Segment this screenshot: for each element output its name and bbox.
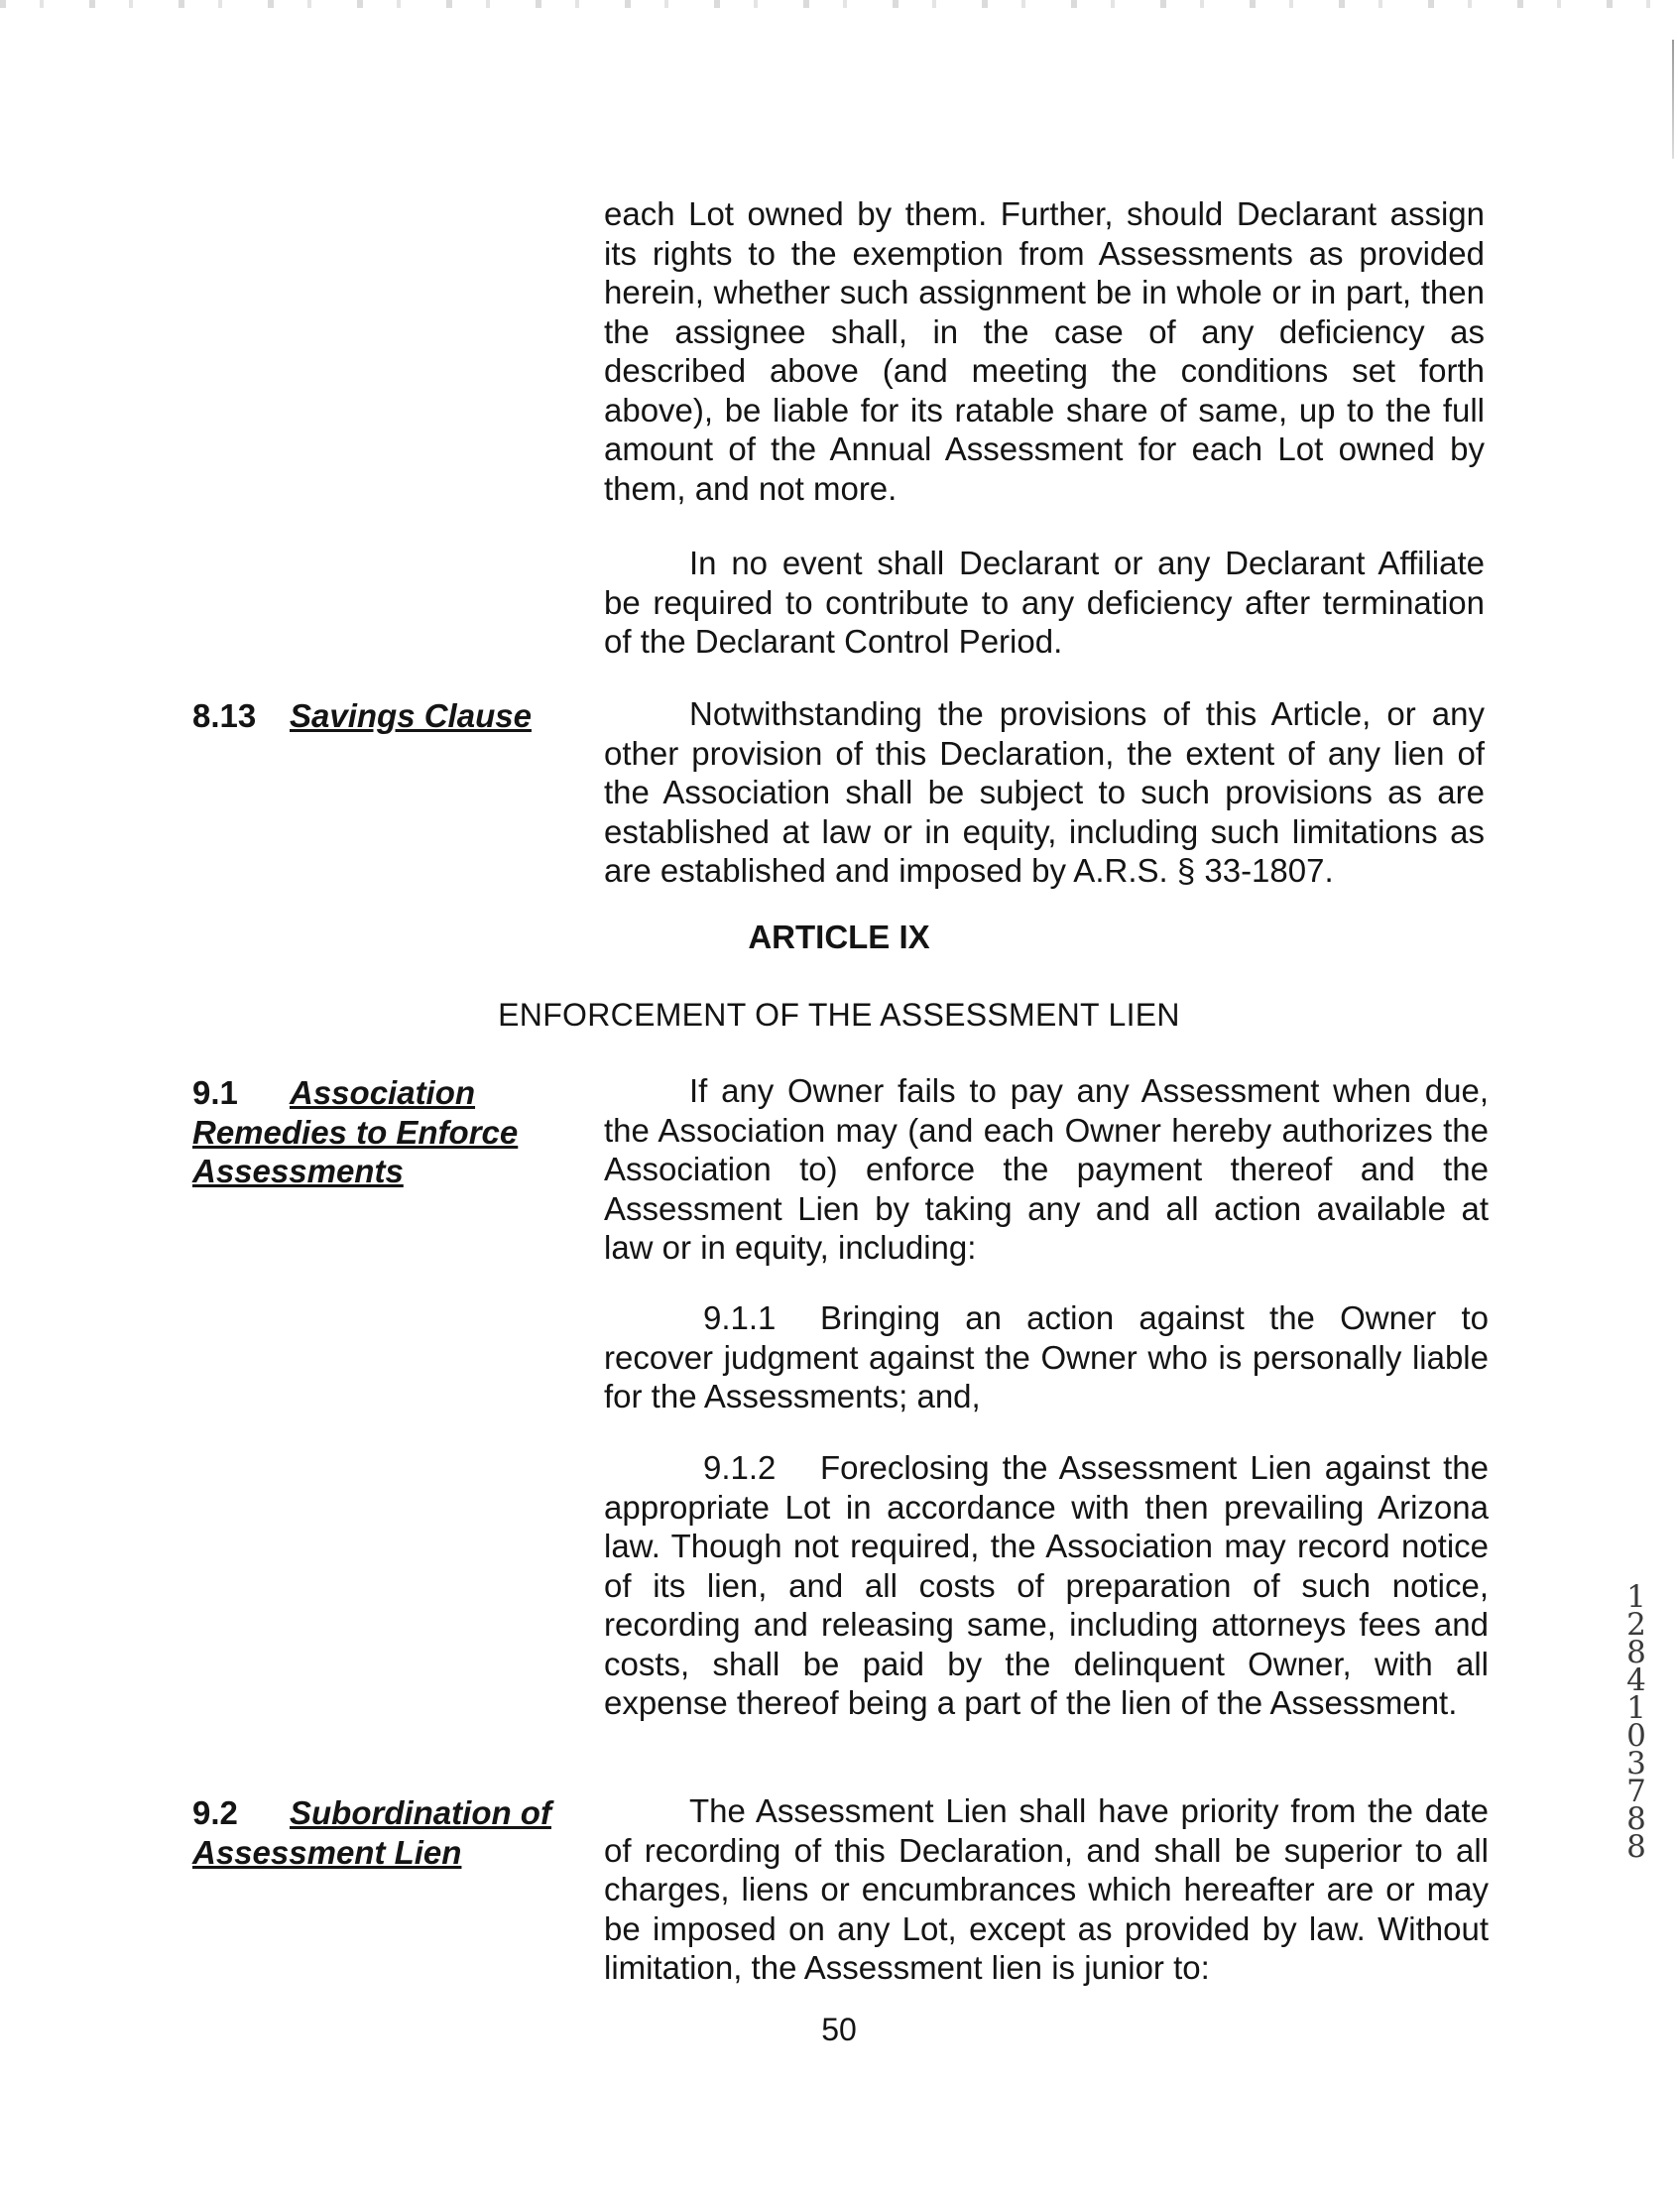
stamp-digit: 2	[1626, 1607, 1646, 1643]
stamp-digit: 0	[1626, 1718, 1646, 1754]
section-8-13-number: 8.13	[192, 697, 257, 734]
section-9-1-1-paragraph	[604, 1298, 1489, 1416]
section-8-13-heading	[192, 696, 532, 736]
stamp-digit: 3	[1626, 1746, 1646, 1782]
section-9-1-1-number: 9.1.1	[703, 1299, 777, 1336]
section-9-1-1-text: Bringing an action against the Owner to recover judgment against the Owner who is personally liable for the Assessments; and,	[604, 1299, 1489, 1414]
page-number: 50	[821, 2012, 857, 2047]
stamp-digit: 1	[1626, 1579, 1646, 1615]
recording-stamp	[1617, 1579, 1656, 1865]
section-9-2-title-line1: Subordination of	[290, 1794, 551, 1831]
no-event-paragraph: In no event shall Declarant or any Declarant Affiliate be required to contribute to any deficiency after termination of the Declarant Control Period.	[604, 545, 1485, 660]
stamp-digit: 8	[1626, 1635, 1646, 1670]
section-9-1-title-line2: Remedies to Enforce	[192, 1113, 519, 1151]
article-title: ARTICLE IX	[748, 919, 930, 955]
section-9-1-heading	[192, 1073, 518, 1191]
section-9-1-2-paragraph	[604, 1448, 1489, 1723]
stamp-digit: 8	[1626, 1829, 1646, 1865]
stamp-digit: 4	[1626, 1662, 1646, 1698]
section-9-2-title-line2: Assessment Lien	[192, 1833, 462, 1871]
section-9-1-title-line3: Assessments	[192, 1153, 404, 1189]
section-9-1-2-number: 9.1.2	[703, 1449, 777, 1486]
scan-edge-right	[1672, 40, 1674, 159]
continuation-paragraph: each Lot owned by them. Further, should Declarant assign its rights to the exemption from Assessments as provided herein, whether such assignment be in whole or in part, then the assignee shall, in the case of any deficiency as described above (and meeting the conditions set forth above), be liable for its ratable share of same, up to the full amount of the Annual Assessment for each Lot owned by them, and not more.	[604, 195, 1485, 507]
section-8-13-title: Savings Clause	[290, 697, 532, 734]
section-9-2-text: The Assessment Lien shall have priority from the date of recording of this Declaration, and shall be superior to all charges, liens or encumbrances which hereafter are or may be imposed on any Lot, except as provided by law. Without limitation, the Assessment lien is junior to:	[604, 1792, 1489, 1986]
section-9-2-number: 9.2	[192, 1794, 238, 1831]
section-9-2-heading	[192, 1793, 551, 1872]
section-8-13-text: Notwithstanding the provisions of this Article, or any other provision of this Declaration, the extent of any lien of the Association shall be subject to such provisions as are established at law or in equity, including such limitations as are established and imposed by A.R.S. § 33-1807.	[604, 695, 1485, 889]
article-subtitle: ENFORCEMENT OF THE ASSESSMENT LIEN	[498, 997, 1180, 1033]
stamp-digit: 8	[1626, 1801, 1646, 1837]
section-9-1-2-text: Foreclosing the Assessment Lien against the appropriate Lot in accordance with then prevailing Arizona law. Though not required, the Association may record notice of its lien, and all costs of preparation of such notice, recording and releasing same, including attorneys fees and costs, shall be paid by the delinquent Owner, with all expense thereof being a part of the lien of the Assessment.	[604, 1449, 1489, 1721]
scan-artifact-top	[0, 0, 1678, 8]
section-9-1-title-line1: Association	[290, 1074, 476, 1111]
section-9-1-text: If any Owner fails to pay any Assessment when due, the Association may (and each Owner hereby authorizes the Association to) enforce the payment thereof and the Assessment Lien by taking any and all action available at law or in equity, including:	[604, 1072, 1489, 1266]
stamp-digit: 1	[1626, 1690, 1646, 1726]
section-9-1-number: 9.1	[192, 1074, 238, 1111]
stamp-digit: 7	[1626, 1774, 1646, 1809]
